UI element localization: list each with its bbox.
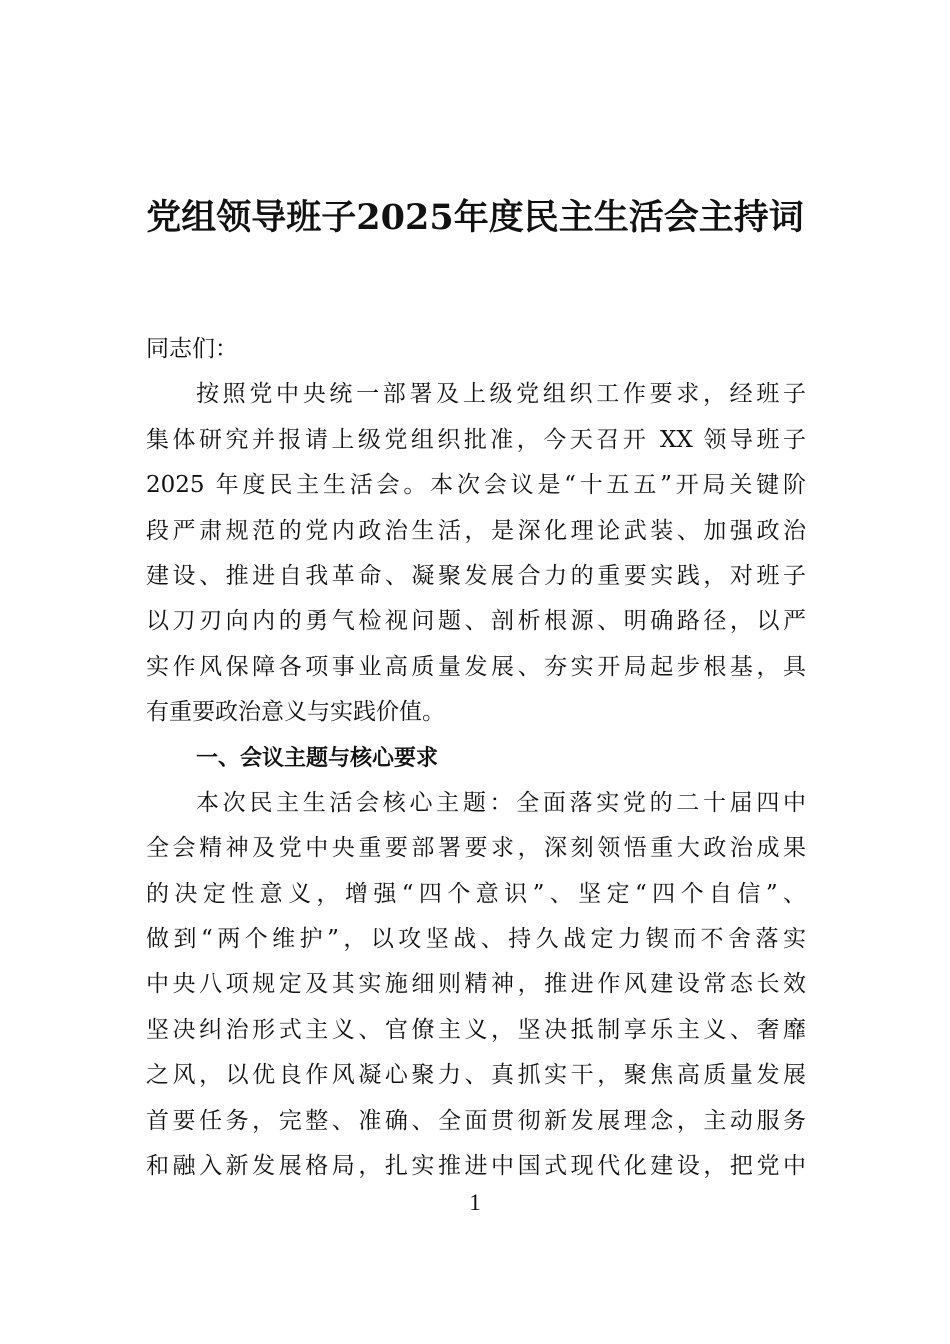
paragraph-line: 2025 年度民主生活会。本次会议是“十五五”开局关键阶	[146, 472, 806, 499]
paragraph-line: 有重要政治意义与实践价值。	[146, 699, 445, 726]
paragraph-line: 之风，以优良作风凝心聚力、真抓实干，聚焦高质量发展	[146, 1062, 806, 1089]
paragraph-line: 做到“两个维护”，以攻坚战、持久战定力锲而不舍落实	[146, 926, 806, 953]
page-number: 1	[469, 1190, 481, 1215]
document-body	[146, 327, 806, 1189]
paragraph-line: 段严肃规范的党内政治生活，是深化理论武装、加强政治	[146, 517, 806, 544]
document-title: 党组领导班子2025年度民主生活会主持词	[146, 197, 804, 238]
paragraph-line: 本次民主生活会核心主题：全面落实党的二十届四中	[196, 789, 806, 816]
paragraph-line: 集体研究并报请上级党组织批准，今天召开 XX 领导班子	[146, 426, 806, 453]
paragraph-line: 按照党中央统一部署及上级党组织工作要求，经班子	[196, 381, 806, 408]
paragraph-line: 全会精神及党中央重要部署要求，深刻领悟重大政治成果	[146, 835, 806, 862]
paragraph-theme	[146, 781, 806, 1190]
paragraph-line: 中央八项规定及其实施细则精神，推进作风建设常态长效	[146, 971, 806, 998]
paragraph-line: 以刀刃向内的勇气检视问题、剖析根源、明确路径，以严	[146, 608, 806, 635]
section-heading: 一、会议主题与核心要求	[196, 745, 439, 771]
paragraph-line: 的决定性意义，增强“四个意识”、坚定“四个自信”、	[146, 880, 806, 907]
paragraph-line: 实作风保障各项事业高质量发展、夯实开局起步根基，具	[146, 653, 806, 680]
paragraph-line: 首要任务，完整、准确、全面贯彻新发展理念，主动服务	[146, 1107, 806, 1134]
salutation: 同志们：	[146, 336, 238, 362]
paragraph-line: 坚决纠治形式主义、官僚主义，坚决抵制享乐主义、奢靡	[146, 1016, 806, 1043]
paragraph-intro	[146, 372, 806, 735]
paragraph-line: 和融入新发展格局，扎实推进中国式现代化建设，把党中	[146, 1153, 806, 1180]
paragraph-line: 建设、推进自我革命、凝聚发展合力的重要实践，对班子	[146, 562, 806, 589]
